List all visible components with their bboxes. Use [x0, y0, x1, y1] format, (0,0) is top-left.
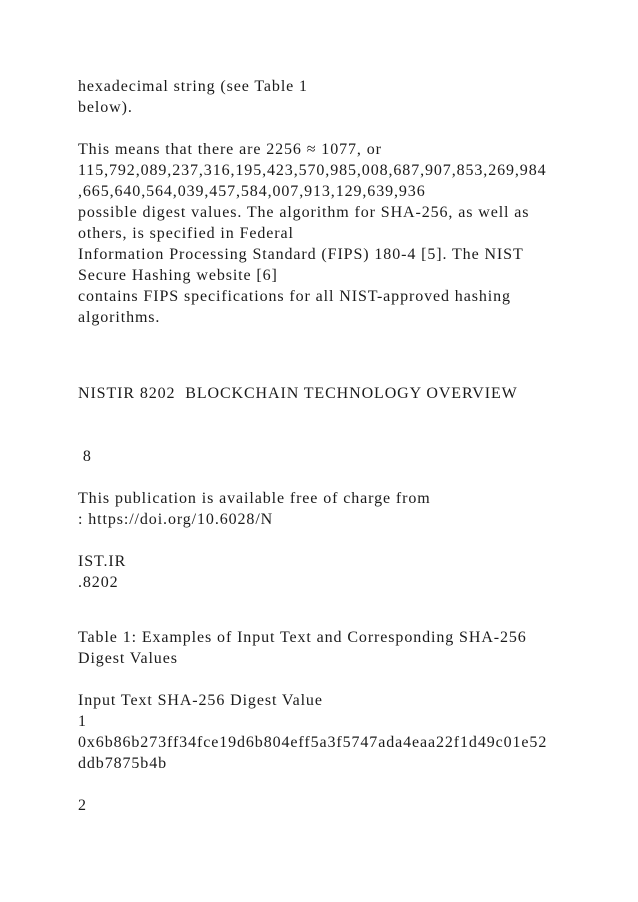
doi-fragment-line: .8202 — [78, 574, 119, 591]
table-caption-line: Digest Values — [78, 650, 178, 667]
table-digest-cell: 0x6b86b273ff34fce19d6b804eff5a3f5747ada4eaa22f1d49c01e52 — [78, 734, 548, 751]
table-caption-line: Table 1: Examples of Input Text and Corresponding SHA-256 — [78, 629, 527, 646]
doi-fragment-line: IST.IR — [78, 553, 127, 570]
table-digest-cell: ddb7875b4b — [78, 755, 167, 772]
availability-link: : https://doi.org/10.6028/N — [78, 511, 274, 528]
digest-paragraph-line: 115,792,089,237,316,195,423,570,985,008,687,907,853,269,984 — [78, 162, 547, 179]
table-header: Input Text SHA-256 Digest Value — [78, 692, 323, 709]
digest-paragraph-line: Secure Hashing website [6] — [78, 267, 278, 284]
digest-paragraph-line: algorithms. — [78, 309, 161, 326]
running-header: NISTIR 8202 BLOCKCHAIN TECHNOLOGY OVERVIEW — [78, 385, 518, 402]
digest-paragraph-line: This means that there are 2256 ≈ 1077, or — [78, 141, 382, 158]
table-input-cell: 1 — [78, 713, 87, 730]
digest-paragraph-line: possible digest values. The algorithm for SHA-256, as well as — [78, 204, 530, 221]
digest-paragraph-line: ,665,640,564,039,457,584,007,913,129,639,936 — [78, 183, 426, 200]
digest-paragraph-line: Information Processing Standard (FIPS) 180-4 [5]. The NIST — [78, 246, 524, 263]
intro-line: hexadecimal string (see Table 1 — [78, 78, 308, 95]
availability-line: This publication is available free of charge from — [78, 490, 431, 507]
intro-line: below). — [78, 99, 133, 116]
digest-paragraph-line: contains FIPS specifications for all NIST-approved hashing — [78, 288, 511, 305]
digest-paragraph-line: others, is specified in Federal — [78, 225, 294, 242]
page-number: 8 — [78, 448, 92, 465]
table-input-cell: 2 — [78, 797, 87, 814]
